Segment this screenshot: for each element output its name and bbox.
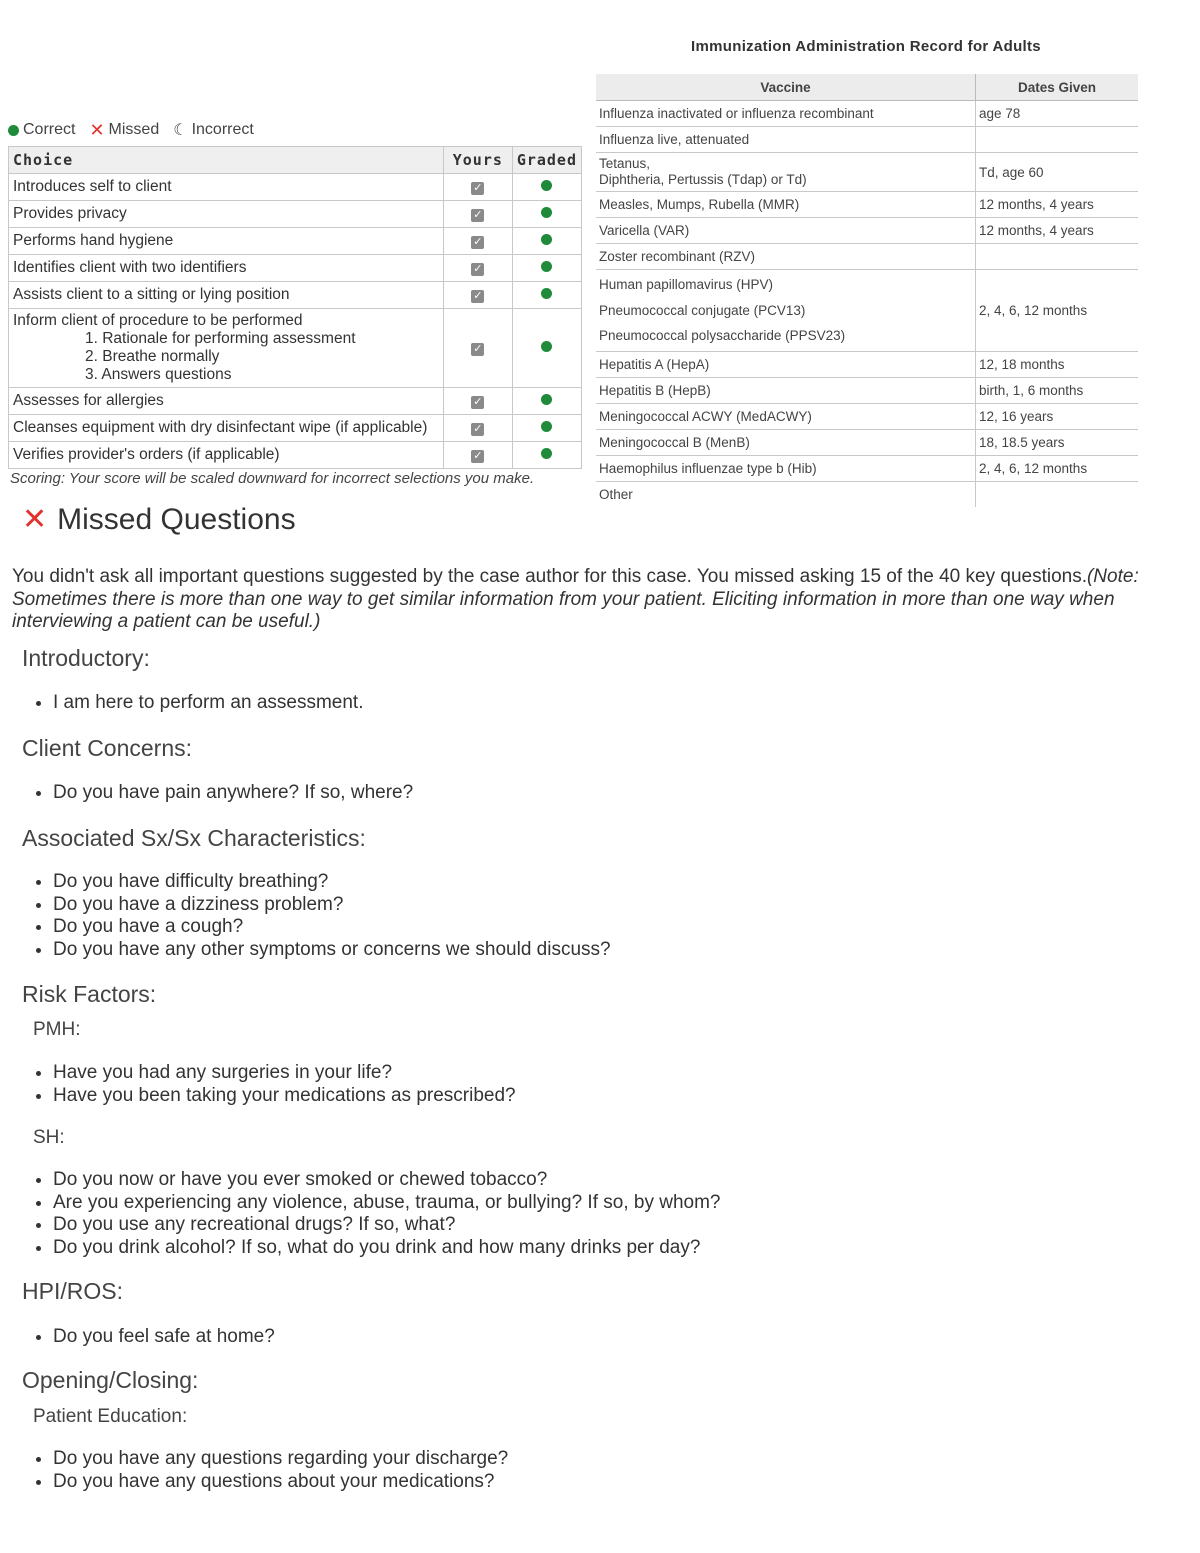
question-item: • Do you use any recreational drugs? If so, what?: [53, 1214, 720, 1237]
vaccine-row: [596, 270, 1138, 352]
correct-dot-icon: [541, 341, 552, 352]
vaccine-row: [596, 244, 1138, 270]
subsection-pmh: PMH:: [33, 1019, 81, 1040]
vaccine-name: Pneumococcal conjugate (PCV13): [599, 302, 806, 318]
section-introductory: Introductory:: [22, 645, 150, 671]
legend-incorrect-label: Incorrect: [191, 121, 254, 138]
vaccine-row: [596, 455, 1138, 481]
vaccine-row: [596, 192, 1138, 218]
checklist-table: [8, 146, 582, 469]
header-yours: Yours: [443, 147, 512, 174]
choice-label: Assists client to a sitting or lying position: [9, 282, 444, 309]
immunization-title: Immunization Administration Record for Adults: [691, 38, 1041, 55]
vaccine-name-cell: [596, 153, 976, 192]
vaccine-row: [596, 351, 1138, 377]
choice-cell: [9, 309, 444, 388]
incorrect-moon-icon: ☾: [173, 122, 188, 139]
choice-label: Assesses for allergies: [9, 388, 444, 415]
question-item: • Do you have any questions regarding your discharge?: [53, 1448, 508, 1471]
question-item: • Do you feel safe at home?: [53, 1326, 275, 1349]
correct-dot-icon: [541, 288, 552, 299]
vaccine-row: [596, 481, 1138, 507]
choice-label: Verifies provider's orders (if applicable): [9, 442, 444, 469]
vaccine-row: [596, 127, 1138, 153]
vaccine-name: Influenza live, attenuated: [596, 127, 976, 153]
legend-correct: [8, 121, 75, 139]
choice-label: Introduces self to client: [9, 174, 444, 201]
vaccine-row: [596, 153, 1138, 192]
question-item: • Do you have a cough?: [53, 916, 611, 939]
vaccine-name: Meningococcal B (MenB): [596, 429, 976, 455]
vaccine-dates: 12, 16 years: [976, 403, 1139, 429]
correct-dot-icon: [541, 207, 552, 218]
checklist-row: [9, 442, 582, 469]
choice-label: Inform client of procedure to be performed: [13, 312, 303, 329]
vaccine-name: Hepatitis B (HepB): [596, 377, 976, 403]
vaccine-dates: birth, 1, 6 months: [976, 377, 1139, 403]
vaccine-name: Zoster recombinant (RZV): [596, 244, 976, 270]
section-associated: Associated Sx/Sx Characteristics:: [22, 825, 366, 851]
correct-dot-icon: [541, 394, 552, 405]
vaccine-name: Tetanus,: [599, 156, 651, 171]
header-dates: Dates Given: [976, 74, 1139, 101]
pmh-list: [30, 1062, 516, 1107]
vaccine-name: Measles, Mumps, Rubella (MMR): [596, 192, 976, 218]
vaccine-name: Varicella (VAR): [596, 218, 976, 244]
question-item: • Do you have any questions about your medications?: [53, 1471, 508, 1494]
checklist-row: [9, 174, 582, 201]
question-item: • I am here to perform an assessment.: [53, 692, 363, 715]
choice-label: Performs hand hygiene: [9, 228, 444, 255]
checked-box-icon: ✓: [473, 423, 483, 435]
missed-x-icon: ✕: [89, 120, 105, 140]
vaccine-dates: 2, 4, 6, 12 months: [976, 455, 1139, 481]
vaccine-name: Influenza inactivated or influenza recombinant: [596, 101, 976, 127]
correct-dot-icon: [8, 125, 19, 136]
legend-correct-label: Correct: [23, 121, 76, 138]
grading-legend: [8, 120, 254, 140]
vaccine-dates: [976, 127, 1139, 153]
vaccine-row: [596, 101, 1138, 127]
checked-box-icon: ✓: [473, 182, 483, 194]
vaccine-name: Pneumococcal polysaccharide (PPSV23): [599, 328, 846, 343]
question-item: • Are you experiencing any violence, abuse, trauma, or bullying? If so, by whom?: [53, 1192, 720, 1215]
vaccine-dates: [976, 481, 1139, 507]
choice-label: Provides privacy: [9, 201, 444, 228]
checklist-row: [9, 228, 582, 255]
missed-questions-heading: [22, 502, 296, 537]
choice-substep: 2. Breathe normally: [85, 348, 220, 365]
associated-list: [30, 871, 611, 961]
checked-box-icon: ✓: [473, 263, 483, 275]
vaccine-dates: Td, age 60: [976, 153, 1139, 192]
checklist-row: [9, 201, 582, 228]
section-client-concerns: Client Concerns:: [22, 735, 193, 761]
vaccine-row: [596, 403, 1138, 429]
vaccine-name: Other: [596, 481, 976, 507]
choice-label: Identifies client with two identifiers: [9, 255, 444, 282]
question-item: • Do you have difficulty breathing?: [53, 871, 611, 894]
choice-substep: 3. Answers questions: [85, 366, 232, 383]
subsection-patient-education: Patient Education:: [33, 1406, 188, 1427]
missed-x-icon: ✕: [22, 503, 48, 536]
immunization-table: [596, 74, 1138, 507]
education-list: [30, 1448, 508, 1493]
vaccine-dates: 12 months, 4 years: [976, 218, 1139, 244]
correct-dot-icon: [541, 448, 552, 459]
header-choice: Choice: [9, 147, 444, 174]
scoring-note: Scoring: Your score will be scaled downward for incorrect selections you make.: [10, 470, 535, 487]
missed-intro: [12, 566, 1152, 634]
vaccine-dates: [976, 244, 1139, 270]
question-item: • Do you drink alcohol? If so, what do you drink and how many drinks per day?: [53, 1237, 720, 1260]
checked-box-icon: ✓: [473, 396, 483, 408]
vaccine-name-cell: [596, 270, 976, 352]
checked-box-icon: ✓: [473, 450, 483, 462]
missed-intro-text: You didn't ask all important questions suggested by the case author for this case. You missed asking 15 of the 40 key questions.: [12, 566, 1087, 587]
vaccine-row: [596, 377, 1138, 403]
vaccine-dates: 18, 18.5 years: [976, 429, 1139, 455]
question-item: • Have you had any surgeries in your life?: [53, 1062, 516, 1085]
correct-dot-icon: [541, 234, 552, 245]
vaccine-name: Hepatitis A (HepA): [596, 351, 976, 377]
vaccine-name: Human papillomavirus (HPV): [599, 277, 774, 292]
question-item: • Have you been taking your medications as prescribed?: [53, 1085, 516, 1108]
vaccine-row: [596, 429, 1138, 455]
vaccine-dates: 12 months, 4 years: [976, 192, 1139, 218]
checked-box-icon: ✓: [473, 209, 483, 221]
checklist-header-row: [9, 147, 582, 174]
checklist-row: [9, 388, 582, 415]
checklist-row: [9, 255, 582, 282]
checklist-row: [9, 415, 582, 442]
correct-dot-icon: [541, 261, 552, 272]
checklist-row: [9, 282, 582, 309]
choice-label: Cleanses equipment with dry disinfectant wipe (if applicable): [9, 415, 444, 442]
correct-dot-icon: [541, 180, 552, 191]
introductory-list: [30, 692, 363, 715]
legend-incorrect: [173, 120, 254, 140]
vaccine-row: [596, 218, 1138, 244]
missed-note: (Note: Sometimes there is more than one way to get similar information from your patient. Eliciting information in more than one way when interviewing a patient can be useful.): [12, 566, 1139, 632]
question-item: • Do you have any other symptoms or concerns we should discuss?: [53, 939, 611, 962]
checked-box-icon: ✓: [473, 236, 483, 248]
question-item: • Do you have a dizziness problem?: [53, 894, 611, 917]
hpi-list: [30, 1326, 275, 1349]
checklist-row: [9, 309, 582, 388]
concerns-list: [30, 782, 413, 805]
legend-missed-label: Missed: [108, 121, 160, 138]
vaccine-name: Haemophilus influenzae type b (Hib): [596, 455, 976, 481]
section-risk-factors: Risk Factors:: [22, 981, 157, 1007]
vaccine-name: Diphtheria, Pertussis (Tdap) or Td): [599, 172, 807, 187]
header-graded: Graded: [512, 147, 581, 174]
section-hpi-ros: HPI/ROS:: [22, 1278, 123, 1304]
checked-box-icon: ✓: [473, 343, 483, 355]
vaccine-dates: 12, 18 months: [976, 351, 1139, 377]
question-item: • Do you now or have you ever smoked or chewed tobacco?: [53, 1169, 720, 1192]
correct-dot-icon: [541, 421, 552, 432]
legend-missed: [89, 121, 159, 139]
choice-substep: 1. Rationale for performing assessment: [85, 330, 356, 347]
vaccine-dates: age 78: [976, 101, 1139, 127]
question-item: • Do you have pain anywhere? If so, where?: [53, 782, 413, 805]
sh-list: [30, 1169, 720, 1259]
vaccine-dates: 2, 4, 6, 12 months: [976, 270, 1139, 352]
vaccine-name: Meningococcal ACWY (MedACWY): [596, 403, 976, 429]
header-vaccine: Vaccine: [596, 74, 976, 101]
subsection-sh: SH:: [33, 1127, 65, 1148]
missed-questions-title: Missed Questions: [57, 502, 296, 536]
section-opening-closing: Opening/Closing:: [22, 1367, 199, 1393]
immunization-header-row: [596, 74, 1138, 101]
checked-box-icon: ✓: [473, 290, 483, 302]
